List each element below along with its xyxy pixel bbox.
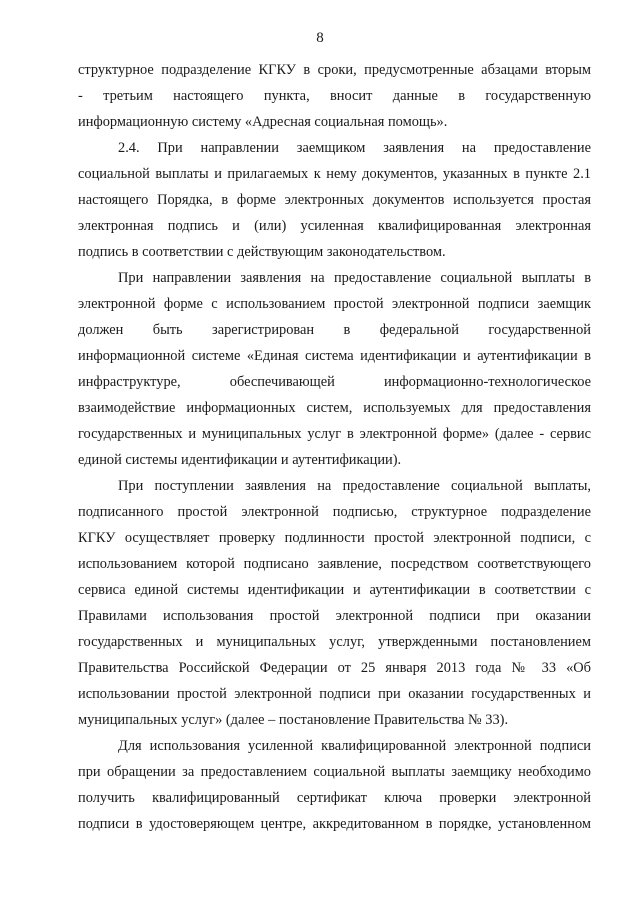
text-line: государственных и муниципальных услуг в электронной форме» (далее - сервис	[78, 426, 591, 442]
paragraph	[78, 265, 591, 473]
text-line: информационную систему «Адресная социальная помощь».	[78, 114, 448, 130]
text-line: должен быть зарегистрирован в федеральной государственной	[78, 322, 591, 338]
text-line: муниципальных услуг» (далее – постановление Правительства № 33).	[78, 712, 509, 728]
text-line: получить квалифицированный сертификат ключа проверки электронной	[78, 790, 591, 806]
text-line: настоящего Порядка, в форме электронных документов используется простая	[78, 192, 591, 208]
text-line: при обращении за предоставлением социальной выплаты заемщику необходимо	[78, 764, 591, 780]
text-line: подпись в соответствии с действующим законодательством.	[78, 244, 446, 260]
paragraph	[78, 473, 591, 733]
text-line: социальной выплаты и прилагаемых к нему документов, указанных в пункте 2.1	[78, 166, 591, 182]
text-line: Правительства Российской Федерации от 25 января 2013 года № 33 «Об	[78, 660, 591, 676]
text-line: КГКУ осуществляет проверку подлинности простой электронной подписи, с	[78, 530, 591, 546]
text-line: инфраструктуре, обеспечивающей информационно-технологическое	[78, 374, 591, 390]
text-line: Правилами использования простой электронной подписи при оказании	[78, 608, 591, 624]
text-line: единой системы идентификации и аутентификации).	[78, 452, 402, 468]
text-line: подписи в удостоверяющем центре, аккредитованном в порядке, установленном	[78, 816, 591, 832]
text-line: сервиса единой системы идентификации и аутентификации в соответствии с	[78, 582, 591, 598]
text-line: подписанного простой электронной подписью, структурное подразделение	[78, 504, 591, 520]
paragraph	[78, 135, 591, 265]
text-line: электронной форме с использованием простой электронной подписи заемщик	[78, 296, 591, 312]
text-line: При направлении заявления на предоставление социальной выплаты в	[118, 270, 591, 286]
document-body	[78, 57, 591, 837]
text-line: использованием которой подписано заявление, посредством соответствующего	[78, 556, 591, 572]
text-line: структурное подразделение КГКУ в сроки, предусмотренные абзацами вторым	[78, 62, 591, 78]
text-line: - третьим настоящего пункта, вносит данные в государственную	[78, 88, 591, 104]
text-line: государственных и муниципальных услуг, утвержденными постановлением	[78, 634, 591, 650]
text-line: использовании простой электронной подписи при оказании государственных и	[78, 686, 591, 702]
page-number: 8	[316, 30, 324, 46]
paragraph	[78, 57, 591, 135]
text-line: электронная подпись и (или) усиленная квалифицированная электронная	[78, 218, 591, 234]
text-line: При поступлении заявления на предоставление социальной выплаты,	[118, 478, 591, 494]
text-line: взаимодействие информационных систем, используемых для предоставления	[78, 400, 591, 416]
paragraph	[78, 733, 591, 837]
text-line: информационной системе «Единая система идентификации и аутентификации в	[78, 348, 591, 364]
text-line: Для использования усиленной квалифицированной электронной подписи	[118, 738, 591, 754]
text-line: 2.4. При направлении заемщиком заявления на предоставление	[118, 140, 591, 156]
